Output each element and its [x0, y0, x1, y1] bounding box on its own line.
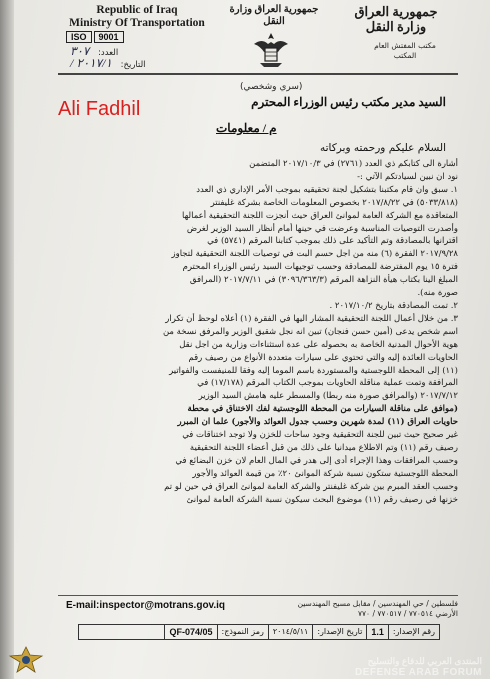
- iso-label: ISO: [66, 31, 92, 43]
- classification-mark: (سري وشخصي): [240, 82, 303, 92]
- body-line: المبلغ الينا بكتاب هيأة النزاهة المرقم (٣٠٩٦/٣٦٣/٣) في ٢٠١٧/٧/١١ (المرافق: [189, 275, 458, 286]
- ministry-name-en: Ministry Of Transportation: [69, 17, 205, 29]
- arabic-letterhead: [336, 4, 456, 34]
- contact-email: E-mail:inspector@motrans.gov.iq: [66, 600, 226, 611]
- subject-line: م / معلومات: [216, 121, 277, 135]
- body-line: (١١) إلى المحطة اللوجستية والمستوردة باسم الموما إليه وفقا للمنيفست والفواتير: [169, 365, 458, 376]
- ministry-name-ar: وزارة النقل: [365, 19, 427, 34]
- date-line: [70, 56, 146, 71]
- body-line: المرافقة وتمت عملية مناقلة الحاويات بموجب الكتاب المرقم (١٧/١٧٨) في: [197, 378, 458, 389]
- iso-badge: [66, 31, 124, 43]
- page-edge-shadow: [0, 0, 14, 679]
- header-divider: [58, 73, 458, 75]
- date-value: ٢٠١٧/١ /: [70, 56, 112, 70]
- body-line: ٢٠١٧/٩/٢٨ الفقرة (٦) منه من اجل حسم البت في توصيات اللجنة التحقيقية لتجاوز: [171, 249, 458, 260]
- office-title: مكتب المفتش العام: [374, 41, 436, 50]
- body-line: المتعاقدة مع الشركة العامة لموانئ العراق حيث أنجزت اللجنة التحقيقية أعمالها: [182, 210, 458, 221]
- body-line: ٢. تمت المصادقة بتاريخ ٢٠١٧/١٠/٢ .: [329, 300, 458, 311]
- date-label: التاريخ:: [120, 60, 146, 70]
- address-line: فلسطين / حي المهندسين / مقابل مسبح المهندسين: [297, 599, 458, 608]
- body-line: (موافق على مناقلة السيارات من المحطة اللوجستية لفك الاختناق في محطة: [187, 404, 458, 415]
- body-line: الحاويات العائدة إليه والتي تحتوي على سيارات متعددة الأنواع من رصيف رقم: [188, 352, 458, 363]
- letter-body: [40, 158, 458, 506]
- form-code-label: رمز النموذج:: [217, 625, 268, 639]
- body-line: فترة ١٥ يوم المفترضة للمصادقة وحسب توجيهات السيد رئيس الوزراء المحترم: [182, 262, 458, 273]
- ministry-calligraphy: جمهورية العراق وزارة النقل: [229, 4, 319, 27]
- body-line: هوية الأحوال المدنية الخاصة به بحصوله على عدة استثناءات وزارية من اجل نقل: [179, 339, 458, 350]
- body-line: وحسب المرافقات وهذا الإجراء أدى إلى هدر في المال العام لان خزن البضائع في: [175, 455, 458, 466]
- iso-number: 9001: [94, 31, 124, 43]
- body-line: رصيف رقم (١١) وتم الاطلاع ميدانيا على ذلك من قبل أعضاء اللجنة التحقيقية: [189, 442, 458, 453]
- version-label: رقم الإصدار:: [388, 625, 439, 639]
- number-label: العدد:: [98, 48, 119, 58]
- footer-divider: [58, 595, 458, 596]
- body-line: حاويات العراق (١١) لمدة شهرين وحسب جدول العوائد والأجور) علما ان المبرر: [177, 417, 458, 428]
- country-name-en: Republic of Iraq: [96, 4, 178, 16]
- overlay-name: Ali Fadhil: [58, 98, 141, 120]
- greeting: السلام عليكم ورحمته وبركاته: [320, 142, 446, 154]
- body-line: اقترانها بالمصادقة وتم التأكيد على ذلك بموجب كتابنا المرقم (٥٧٤١) في: [207, 236, 458, 247]
- body-line: (٥٠٣٣/٨١٨) في ٢٠١٧/٨/٢٢ بخصوص المعلومات الخاصة بشركة غليفنتر: [210, 197, 458, 208]
- form-code-value: QF-074/05: [164, 625, 216, 639]
- body-line: غير صحيح حيث تبين للجنة التحقيقية وجود ساحات للخزن ولا توجد اختناقات في: [182, 430, 458, 441]
- forum-watermark-ar: المنتدى العربي للدفاع والتسليح: [367, 656, 482, 666]
- body-line: أشارة الى كتابكم ذي العدد (٢٧٦١) في ٢٠١٧/١٠/٣ المتضمن: [249, 159, 458, 169]
- english-letterhead: [62, 4, 212, 30]
- office-subtitle: المكتب: [393, 51, 417, 60]
- body-line: ٣. من خلال أعمال اللجنة التحقيقية المشار اليها في الفقرة (١) أعلاه لوحظ أن تكرار: [165, 313, 458, 324]
- number-value: ٣٠٧: [70, 44, 90, 58]
- body-line: وحسب العقد المبرم بين شركة غليفنتر والشركة العامة لموانئ العراق في حين لو تم: [164, 481, 458, 492]
- phone-line: الأرضي ٧٧٠٥١٤ / ٧٧٠٥١٧ / ٧٧٠: [357, 609, 458, 618]
- body-line: ١. سبق وان قام مكتبنا بتشكيل لجنة تحقيقيه بموجب الأمر الإداري ذي العدد: [196, 184, 458, 195]
- body-line: ٢٠١٧/٧/١٢ (والمرافق صورة منه ربطا) والمسطر عليه هامش السيد الوزير: [198, 391, 458, 402]
- forum-logo-icon: [6, 645, 46, 675]
- body-line: صورة منه).: [417, 288, 458, 299]
- body-line: نود ان نبين لسيادتكم الآتي :-: [357, 171, 458, 182]
- body-line: خزنها في رصيف رقم (١١) موضوع البحث سيكون نسبة الشركة العامة لموانئ: [186, 494, 458, 505]
- body-line: المحطة اللوجستية ستكون نسبة شركة الموانئ ٢٠٪ من قيمة العوائد والأجور: [192, 468, 458, 479]
- body-line: اسم شخص يدعى (أمين حسن فنجان) تبين انه نجل شقيق الوزير والمرفق نسخة من: [162, 326, 458, 337]
- iraq-eagle-emblem-icon: [250, 30, 292, 70]
- forum-watermark-en: DEFENSE ARAB FORUM: [355, 667, 482, 678]
- addressee: السيد مدير مكتب رئيس الوزراء المحترم: [251, 95, 446, 109]
- office-name: [360, 41, 450, 61]
- contact-address: [298, 599, 458, 619]
- issue-date-label: تاريخ الإصدار:: [312, 625, 366, 639]
- body-line: وأصدرت التوصيات المناسبة وعرضت في حينها أمام أنظار السيد الوزير لغرض: [186, 223, 458, 234]
- issue-date-value: ٢٠١٤/٥/١١: [268, 625, 312, 639]
- form-info-bar: [78, 624, 440, 640]
- version-value: 1.1: [366, 625, 388, 639]
- country-name-ar: جمهورية العراق: [354, 4, 438, 19]
- forum-watermark: [355, 656, 482, 678]
